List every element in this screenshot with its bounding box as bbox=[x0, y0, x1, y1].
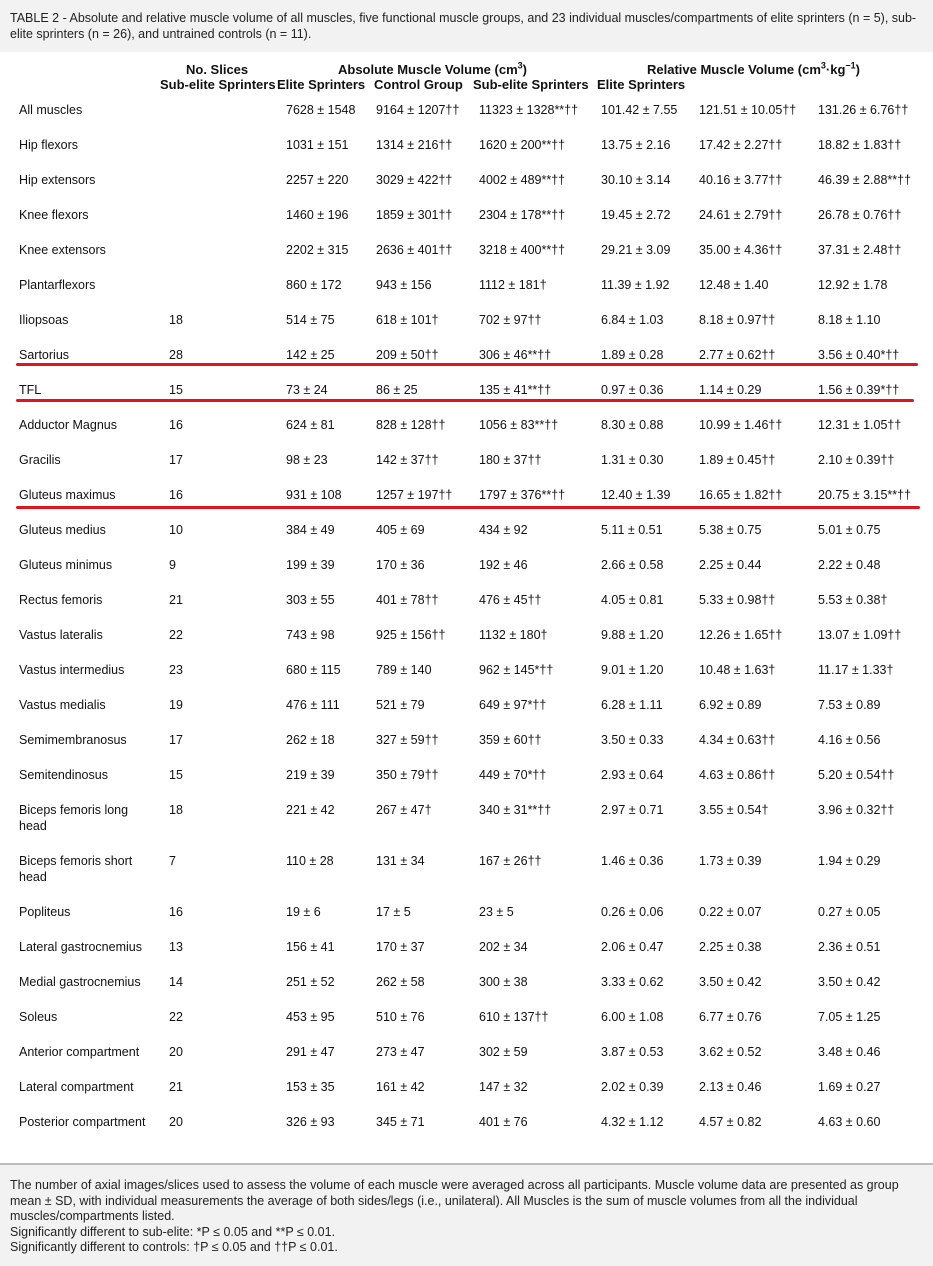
table-cell-name: Gracilis bbox=[19, 453, 61, 467]
table-cell-a2: 161 ± 42 bbox=[376, 1080, 425, 1094]
table-cell-a1: 476 ± 111 bbox=[286, 698, 340, 712]
table-cell-a2: 209 ± 50†† bbox=[376, 348, 439, 362]
table-cell-name: Gluteus minimus bbox=[19, 558, 113, 572]
table-cell-slices: 16 bbox=[169, 488, 183, 502]
table-cell-slices: 7 bbox=[169, 854, 176, 868]
table-cell-r2: 2.25 ± 0.44 bbox=[699, 558, 762, 572]
table-cell-r1: 6.00 ± 1.08 bbox=[601, 1010, 664, 1024]
table-cell-a3: 1132 ± 180† bbox=[479, 628, 548, 642]
header-sub-elite-sprinters-1: Sub-elite Sprinters bbox=[160, 77, 276, 92]
table-cell-r3: 12.31 ± 1.05†† bbox=[818, 418, 902, 432]
table-cell-slices: 17 bbox=[169, 733, 183, 747]
table-cell-a1: 384 ± 49 bbox=[286, 523, 335, 537]
table-cell-slices: 14 bbox=[169, 975, 183, 989]
table-cell-r1: 6.28 ± 1.11 bbox=[601, 698, 663, 712]
table-cell-a2: 521 ± 79 bbox=[376, 698, 425, 712]
table-cell-a2: 510 ± 76 bbox=[376, 1010, 425, 1024]
table-cell-a3: 449 ± 70*†† bbox=[479, 768, 547, 782]
table-cell-name: Biceps femoris short head bbox=[19, 854, 133, 884]
table-cell-r1: 101.42 ± 7.55 bbox=[601, 103, 678, 117]
table-cell-r2: 6.77 ± 0.76 bbox=[699, 1010, 762, 1024]
table-cell-r2: 16.65 ± 1.82†† bbox=[699, 488, 783, 502]
table-cell-a3: 1112 ± 181† bbox=[479, 278, 547, 292]
table-cell-r3: 5.53 ± 0.38† bbox=[818, 593, 888, 607]
table-cell-a2: 142 ± 37†† bbox=[376, 453, 439, 467]
table-cell-name: Vastus lateralis bbox=[19, 628, 103, 642]
table-cell-a1: 1460 ± 196 bbox=[286, 208, 349, 222]
table-cell-r3: 12.92 ± 1.78 bbox=[818, 278, 888, 292]
table-cell-a1: 153 ± 35 bbox=[286, 1080, 335, 1094]
table-cell-a3: 610 ± 137†† bbox=[479, 1010, 549, 1024]
table-cell-r1: 9.01 ± 1.20 bbox=[601, 663, 664, 677]
table-cell-slices: 22 bbox=[169, 1010, 183, 1024]
table-cell-slices: 21 bbox=[169, 1080, 183, 1094]
table-cell-r1: 1.46 ± 0.36 bbox=[601, 854, 664, 868]
table-cell-r1: 2.93 ± 0.64 bbox=[601, 768, 664, 782]
table-cell-r1: 3.50 ± 0.33 bbox=[601, 733, 664, 747]
table-cell-r1: 8.30 ± 0.88 bbox=[601, 418, 664, 432]
table-cell-a3: 359 ± 60†† bbox=[479, 733, 542, 747]
table-cell-a3: 401 ± 76 bbox=[479, 1115, 528, 1129]
table-cell-a1: 2257 ± 220 bbox=[286, 173, 349, 187]
table-cell-name: TFL bbox=[19, 383, 42, 397]
table-cell-name: Knee extensors bbox=[19, 243, 106, 257]
table-cell-r3: 3.56 ± 0.40*†† bbox=[818, 348, 900, 362]
table-cell-a1: 7628 ± 1548 bbox=[286, 103, 356, 117]
table-cell-a1: 19 ± 6 bbox=[286, 905, 321, 919]
table-cell-r3: 4.16 ± 0.56 bbox=[818, 733, 881, 747]
table-cell-r2: 4.63 ± 0.86†† bbox=[699, 768, 776, 782]
table-cell-a2: 828 ± 128†† bbox=[376, 418, 446, 432]
table-cell-a3: 192 ± 46 bbox=[479, 558, 528, 572]
table-cell-name: Lateral gastrocnemius bbox=[19, 940, 142, 954]
table-cell-r1: 0.26 ± 0.06 bbox=[601, 905, 664, 919]
table-cell-r2: 35.00 ± 4.36†† bbox=[699, 243, 783, 257]
table-cell-r3: 13.07 ± 1.09†† bbox=[818, 628, 902, 642]
table-cell-a2: 925 ± 156†† bbox=[376, 628, 446, 642]
table-cell-name: Adductor Magnus bbox=[19, 418, 117, 432]
table-cell-r3: 3.96 ± 0.32†† bbox=[818, 803, 895, 817]
table-cell-r1: 2.02 ± 0.39 bbox=[601, 1080, 664, 1094]
table-cell-slices: 18 bbox=[169, 313, 183, 327]
table-cell-a3: 434 ± 92 bbox=[479, 523, 528, 537]
table-cell-a2: 267 ± 47† bbox=[376, 803, 432, 817]
table-cell-r1: 4.05 ± 0.81 bbox=[601, 593, 664, 607]
table-cell-a3: 476 ± 45†† bbox=[479, 593, 542, 607]
table-cell-r2: 8.18 ± 0.97†† bbox=[699, 313, 776, 327]
table-cell-a1: 142 ± 25 bbox=[286, 348, 335, 362]
table-cell-r3: 5.20 ± 0.54†† bbox=[818, 768, 895, 782]
table-cell-r2: 40.16 ± 3.77†† bbox=[699, 173, 783, 187]
table-cell-r2: 12.26 ± 1.65†† bbox=[699, 628, 783, 642]
table-cell-a2: 9164 ± 1207†† bbox=[376, 103, 460, 117]
table-cell-a1: 680 ± 115 bbox=[286, 663, 341, 677]
table-cell-r3: 3.48 ± 0.46 bbox=[818, 1045, 881, 1059]
table-cell-r1: 19.45 ± 2.72 bbox=[601, 208, 671, 222]
highlight-line-gluteus-maximus bbox=[16, 506, 920, 509]
table-cell-r3: 2.36 ± 0.51 bbox=[818, 940, 881, 954]
table-cell-name: All muscles bbox=[19, 103, 83, 117]
table-cell-a3: 962 ± 145*†† bbox=[479, 663, 554, 677]
table-cell-a3: 4002 ± 489**†† bbox=[479, 173, 566, 187]
table-cell-a2: 1859 ± 301†† bbox=[376, 208, 453, 222]
table-cell-slices: 16 bbox=[169, 418, 183, 432]
table-cell-r1: 0.97 ± 0.36 bbox=[601, 383, 664, 397]
table-cell-r3: 7.53 ± 0.89 bbox=[818, 698, 881, 712]
table-cell-slices: 18 bbox=[169, 803, 183, 817]
table-cell-a3: 3218 ± 400**†† bbox=[479, 243, 566, 257]
highlight-line-tfl bbox=[16, 399, 914, 402]
table-cell-r3: 2.10 ± 0.39†† bbox=[818, 453, 895, 467]
table-cell-name: Lateral compartment bbox=[19, 1080, 134, 1094]
table-cell-a2: 401 ± 78†† bbox=[376, 593, 439, 607]
table-cell-r1: 4.32 ± 1.12 bbox=[601, 1115, 664, 1129]
table-cell-slices: 13 bbox=[169, 940, 183, 954]
table-cell-r3: 11.17 ± 1.33† bbox=[818, 663, 894, 677]
table-cell-a2: 350 ± 79†† bbox=[376, 768, 439, 782]
table-cell-name: Semimembranosus bbox=[19, 733, 127, 747]
table-cell-name: Plantarflexors bbox=[19, 278, 96, 292]
table-cell-r1: 2.66 ± 0.58 bbox=[601, 558, 664, 572]
table-cell-a2: 943 ± 156 bbox=[376, 278, 432, 292]
table-footnotes bbox=[0, 1163, 933, 1266]
table-cell-a2: 1314 ± 216†† bbox=[376, 138, 453, 152]
table-cell-a3: 302 ± 59 bbox=[479, 1045, 528, 1059]
table-cell-r2: 0.22 ± 0.07 bbox=[699, 905, 762, 919]
header-absolute-volume: Absolute Muscle Volume $(cm^3)$ bbox=[338, 60, 527, 77]
table-cell-r2: 2.13 ± 0.46 bbox=[699, 1080, 762, 1094]
table-cell-r2: 2.77 ± 0.62†† bbox=[699, 348, 776, 362]
table-cell-a1: 156 ± 41 bbox=[286, 940, 335, 954]
table-cell-name: Knee flexors bbox=[19, 208, 89, 222]
table-cell-a1: 110 ± 28 bbox=[286, 854, 334, 868]
table-cell-r2: 3.55 ± 0.54† bbox=[699, 803, 769, 817]
table-cell-r3: 46.39 ± 2.88**†† bbox=[818, 173, 912, 187]
table-cell-a3: 1797 ± 376**†† bbox=[479, 488, 566, 502]
table-cell-r1: 13.75 ± 2.16 bbox=[601, 138, 671, 152]
table-cell-a3: 1056 ± 83**†† bbox=[479, 418, 559, 432]
table-cell-r1: 3.33 ± 0.62 bbox=[601, 975, 664, 989]
table-cell-a3: 135 ± 41**†† bbox=[479, 383, 552, 397]
table-cell-a1: 251 ± 52 bbox=[286, 975, 335, 989]
table-cell-slices: 15 bbox=[169, 768, 183, 782]
table-cell-slices: 20 bbox=[169, 1045, 183, 1059]
table-cell-a3: 23 ± 5 bbox=[479, 905, 514, 919]
table-cell-slices: 21 bbox=[169, 593, 183, 607]
table-cell-r3: 7.05 ± 1.25 bbox=[818, 1010, 881, 1024]
table-cell-a1: 73 ± 24 bbox=[286, 383, 328, 397]
table-cell-a2: 1257 ± 197†† bbox=[376, 488, 453, 502]
table-cell-a1: 2202 ± 315 bbox=[286, 243, 349, 257]
table-cell-r2: 121.51 ± 10.05†† bbox=[699, 103, 797, 117]
table-cell-r2: 4.34 ± 0.63†† bbox=[699, 733, 776, 747]
table-cell-name: Hip extensors bbox=[19, 173, 96, 187]
table-cell-r3: 131.26 ± 6.76†† bbox=[818, 103, 909, 117]
table-cell-r2: 10.99 ± 1.46†† bbox=[699, 418, 783, 432]
table-cell-name: Medial gastrocnemius bbox=[19, 975, 141, 989]
table-cell-r3: 5.01 ± 0.75 bbox=[818, 523, 881, 537]
table-cell-slices: 20 bbox=[169, 1115, 183, 1129]
table-cell-name: Rectus femoris bbox=[19, 593, 103, 607]
table-cell-a3: 649 ± 97*†† bbox=[479, 698, 547, 712]
table-cell-r1: 1.31 ± 0.30 bbox=[601, 453, 664, 467]
table-cell-a3: 340 ± 31**†† bbox=[479, 803, 552, 817]
table-cell-slices: 15 bbox=[169, 383, 183, 397]
table-cell-r1: 9.88 ± 1.20 bbox=[601, 628, 664, 642]
table-cell-r3: 26.78 ± 0.76†† bbox=[818, 208, 902, 222]
table-cell-a1: 221 ± 42 bbox=[286, 803, 335, 817]
table-cell-a1: 262 ± 18 bbox=[286, 733, 335, 747]
table-cell-r3: 1.94 ± 0.29 bbox=[818, 854, 881, 868]
table-cell-a1: 291 ± 47 bbox=[286, 1045, 335, 1059]
table-cell-r1: 6.84 ± 1.03 bbox=[601, 313, 664, 327]
table-cell-r3: 2.22 ± 0.48 bbox=[818, 558, 881, 572]
table-cell-slices: 10 bbox=[169, 523, 183, 537]
table-cell-name: Anterior compartment bbox=[19, 1045, 140, 1059]
table-cell-a3: 180 ± 37†† bbox=[479, 453, 542, 467]
table-cell-a3: 11323 ± 1328**†† bbox=[479, 103, 579, 117]
table-cell-r1: 12.40 ± 1.39 bbox=[601, 488, 671, 502]
table-cell-r3: 0.27 ± 0.05 bbox=[818, 905, 881, 919]
table-cell-name: Posterior compartment bbox=[19, 1115, 146, 1129]
table-cell-r1: 5.11 ± 0.51 bbox=[601, 523, 663, 537]
table-cell-r2: 3.50 ± 0.42 bbox=[699, 975, 762, 989]
table-cell-name: Hip flexors bbox=[19, 138, 79, 152]
table-cell-a3: 306 ± 46**†† bbox=[479, 348, 552, 362]
table-cell-a2: 327 ± 59†† bbox=[376, 733, 439, 747]
footnote-methods: The number of axial images/slices used to assess the volume of each muscle were averaged across all participants. Muscle volume data are presented as group mean ± SD, with individual measurements the average of both sides/legs (i.e., unilateral). All Muscles is the sum of muscle volumes from all the individual muscles/compartments listed. bbox=[10, 1178, 899, 1223]
table-cell-slices: 9 bbox=[169, 558, 176, 572]
table-cell-name: Vastus intermedius bbox=[19, 663, 125, 677]
table-cell-name: Biceps femoris long head bbox=[19, 803, 129, 833]
table-cell-a2: 170 ± 37 bbox=[376, 940, 425, 954]
table-cell-r2: 1.73 ± 0.39 bbox=[699, 854, 762, 868]
header-sub-elite-sprinters-2: Sub-elite Sprinters bbox=[473, 77, 589, 92]
table-cell-r1: 2.97 ± 0.71 bbox=[601, 803, 664, 817]
table-cell-a1: 931 ± 108 bbox=[286, 488, 342, 502]
header-elite-sprinters-1: Elite Sprinters bbox=[277, 77, 366, 92]
table-cell-r2: 3.62 ± 0.52 bbox=[699, 1045, 762, 1059]
table-cell-r1: 1.89 ± 0.28 bbox=[601, 348, 664, 362]
table-cell-a2: 131 ± 34 bbox=[376, 854, 425, 868]
table-cell-a3: 167 ± 26†† bbox=[479, 854, 542, 868]
table-cell-r3: 20.75 ± 3.15**†† bbox=[818, 488, 912, 502]
table-cell-a2: 273 ± 47 bbox=[376, 1045, 425, 1059]
table-cell-r2: 10.48 ± 1.63† bbox=[699, 663, 776, 677]
table-cell-r2: 5.38 ± 0.75 bbox=[699, 523, 762, 537]
table-cell-name: Vastus medialis bbox=[19, 698, 106, 712]
table-cell-name: Sartorius bbox=[19, 348, 70, 362]
header-no-slices: No. Slices bbox=[186, 62, 249, 77]
table-cell-a2: 86 ± 25 bbox=[376, 383, 418, 397]
table-cell-r3: 1.69 ± 0.27 bbox=[818, 1080, 881, 1094]
table-cell-a2: 170 ± 36 bbox=[376, 558, 425, 572]
highlight-line-sartorius bbox=[16, 363, 918, 366]
table-cell-r2: 6.92 ± 0.89 bbox=[699, 698, 762, 712]
table-cell-name: Iliopsoas bbox=[19, 313, 69, 327]
header-control-group: Control Group bbox=[374, 77, 463, 92]
header-relative-volume: Relative Muscle Volume $(cm^3\cdot kg^{-1})$ bbox=[647, 60, 860, 77]
footnote-control-significance: Significantly different to controls: †P ≤ 0.05 and ††P ≤ 0.01. bbox=[10, 1240, 338, 1254]
table-cell-r1: 11.39 ± 1.92 bbox=[601, 278, 670, 292]
table-cell-a2: 3029 ± 422†† bbox=[376, 173, 453, 187]
table-cell-r2: 24.61 ± 2.79†† bbox=[699, 208, 783, 222]
table-cell-a2: 262 ± 58 bbox=[376, 975, 425, 989]
table-cell-name: Gluteus medius bbox=[19, 523, 106, 537]
table-cell-name: Soleus bbox=[19, 1010, 58, 1024]
table-cell-slices: 22 bbox=[169, 628, 183, 642]
table-cell-r3: 1.56 ± 0.39*†† bbox=[818, 383, 900, 397]
table-cell-a1: 453 ± 95 bbox=[286, 1010, 335, 1024]
table-cell-a2: 405 ± 69 bbox=[376, 523, 425, 537]
table-cell-r3: 37.31 ± 2.48†† bbox=[818, 243, 902, 257]
table-cell-name: Semitendinosus bbox=[19, 768, 108, 782]
table-cell-name: Popliteus bbox=[19, 905, 71, 919]
table-cell-a2: 17 ± 5 bbox=[376, 905, 411, 919]
table-cell-r2: 1.14 ± 0.29 bbox=[699, 383, 762, 397]
table-cell-r3: 8.18 ± 1.10 bbox=[818, 313, 881, 327]
table-cell-a2: 618 ± 101† bbox=[376, 313, 439, 327]
table-cell-r3: 3.50 ± 0.42 bbox=[818, 975, 881, 989]
table-cell-name: Gluteus maximus bbox=[19, 488, 116, 502]
table-cell-r1: 2.06 ± 0.47 bbox=[601, 940, 664, 954]
table-cell-a3: 300 ± 38 bbox=[479, 975, 528, 989]
table-cell-a1: 514 ± 75 bbox=[286, 313, 335, 327]
table-cell-a2: 2636 ± 401†† bbox=[376, 243, 453, 257]
header-elite-sprinters-2: Elite Sprinters bbox=[597, 77, 686, 92]
table-cell-slices: 28 bbox=[169, 348, 183, 362]
table-cell-r1: 3.87 ± 0.53 bbox=[601, 1045, 664, 1059]
table-cell-r2: 17.42 ± 2.27†† bbox=[699, 138, 783, 152]
table-cell-slices: 17 bbox=[169, 453, 183, 467]
table-cell-a1: 98 ± 23 bbox=[286, 453, 328, 467]
table-cell-a1: 860 ± 172 bbox=[286, 278, 342, 292]
table-cell-r2: 12.48 ± 1.40 bbox=[699, 278, 769, 292]
table-cell-r2: 1.89 ± 0.45†† bbox=[699, 453, 776, 467]
table-cell-a1: 199 ± 39 bbox=[286, 558, 335, 572]
table-cell-a1: 1031 ± 151 bbox=[286, 138, 349, 152]
table-cell-a1: 219 ± 39 bbox=[286, 768, 335, 782]
table-cell-r3: 4.63 ± 0.60 bbox=[818, 1115, 881, 1129]
table-cell-r2: 4.57 ± 0.82 bbox=[699, 1115, 762, 1129]
table-cell-a2: 345 ± 71 bbox=[376, 1115, 425, 1129]
table-cell-a2: 789 ± 140 bbox=[376, 663, 432, 677]
footnote-subelite-significance: Significantly different to sub-elite: *P ≤ 0.05 and **P ≤ 0.01. bbox=[10, 1224, 336, 1239]
table-cell-a3: 147 ± 32 bbox=[479, 1080, 528, 1094]
table-cell-slices: 16 bbox=[169, 905, 183, 919]
table-cell-r2: 2.25 ± 0.38 bbox=[699, 940, 762, 954]
table-cell-r3: 18.82 ± 1.83†† bbox=[818, 138, 902, 152]
table-cell-a1: 743 ± 98 bbox=[286, 628, 335, 642]
table-cell-a3: 702 ± 97†† bbox=[479, 313, 542, 327]
table-cell-a3: 2304 ± 178**†† bbox=[479, 208, 566, 222]
table-cell-a1: 326 ± 93 bbox=[286, 1115, 335, 1129]
table-cell-a1: 624 ± 81 bbox=[286, 418, 335, 432]
table-cell-r2: 5.33 ± 0.98†† bbox=[699, 593, 776, 607]
table-cell-r1: 30.10 ± 3.14 bbox=[601, 173, 671, 187]
table-cell-a1: 303 ± 55 bbox=[286, 593, 335, 607]
table-cell-a3: 202 ± 34 bbox=[479, 940, 528, 954]
table-caption: TABLE 2 - Absolute and relative muscle volume of all muscles, five functional muscle groups, and 23 individual muscles/compartments of elite sprinters (n = 5), sub-elite sprinters (n = 26), and untrained controls (n = 11). bbox=[0, 0, 933, 52]
table-cell-r1: 29.21 ± 3.09 bbox=[601, 243, 671, 257]
table-cell-slices: 23 bbox=[169, 663, 183, 677]
table-cell-slices: 19 bbox=[169, 698, 183, 712]
table-cell-a3: 1620 ± 200**†† bbox=[479, 138, 566, 152]
